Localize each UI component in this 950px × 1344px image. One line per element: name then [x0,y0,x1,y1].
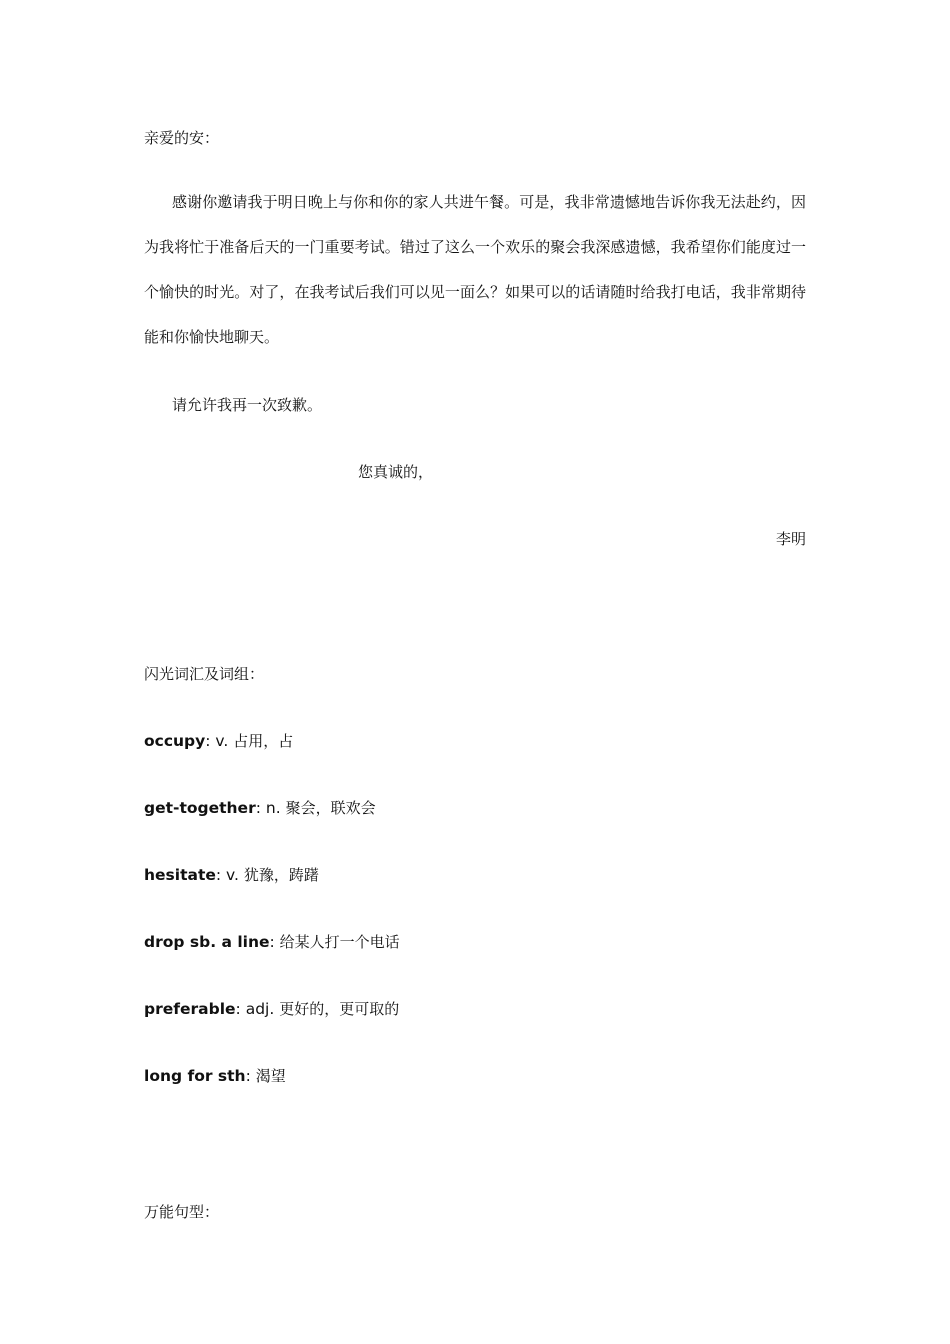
vocab-term: long for sth [144,1067,246,1085]
vocab-separator: : [235,1000,246,1018]
letter-apology: 请允许我再一次致歉。 [172,396,323,414]
vocabulary-heading: 闪光词汇及词组： [144,665,265,683]
vocab-term: hesitate [144,866,216,884]
letter-salutation: 亲爱的安： [144,129,220,147]
vocab-item [144,798,376,818]
vocab-meaning: 给某人打一个电话 [279,933,400,951]
vocab-separator: : [255,799,266,817]
vocab-pos: adj. [245,1000,280,1018]
vocab-item [144,932,400,952]
letter-closing: 您真诚的， [358,463,434,481]
letter-signature: 李明 [775,530,806,548]
vocab-item [144,865,319,885]
vocab-term: drop sb. a line [144,933,270,951]
vocab-pos: v. [215,732,234,750]
vocab-term: occupy [144,732,206,750]
vocab-item [144,731,293,751]
vocab-item [144,999,399,1019]
vocab-meaning: 聚会，联欢会 [285,799,376,817]
vocab-separator: : [245,1067,256,1085]
vocab-meaning: 犹豫，踌躇 [243,866,319,884]
sentences-heading: 万能句型： [144,1203,220,1221]
vocab-separator: : [215,866,227,884]
vocab-item [144,1066,286,1086]
vocab-meaning: 更好的，更可取的 [279,1000,400,1018]
vocab-pos: v. [226,866,244,884]
vocab-term: get-together [144,799,256,817]
vocab-separator: : [205,732,216,750]
vocab-separator: : [269,933,280,951]
vocab-meaning: 渴望 [255,1067,286,1085]
vocab-term: preferable [144,1000,236,1018]
letter-body: 感谢你邀请我于明日晚上与你和你的家人共进午餐。可是，我非常遗憾地告诉你我无法赴约，因为我将忙于准备后天的一门重要考试。错过了这么一个欢乐的聚会我深感遗憾，我希望你们能度过一个愉快的时光。对了，在我考试后我们可以见一面么？如果可以的话请随时给我打电话，我非常期待能和你愉快地聊天。 [144,193,806,346]
vocab-meaning: 占用，占 [233,732,294,750]
vocab-pos: n. [265,799,286,817]
